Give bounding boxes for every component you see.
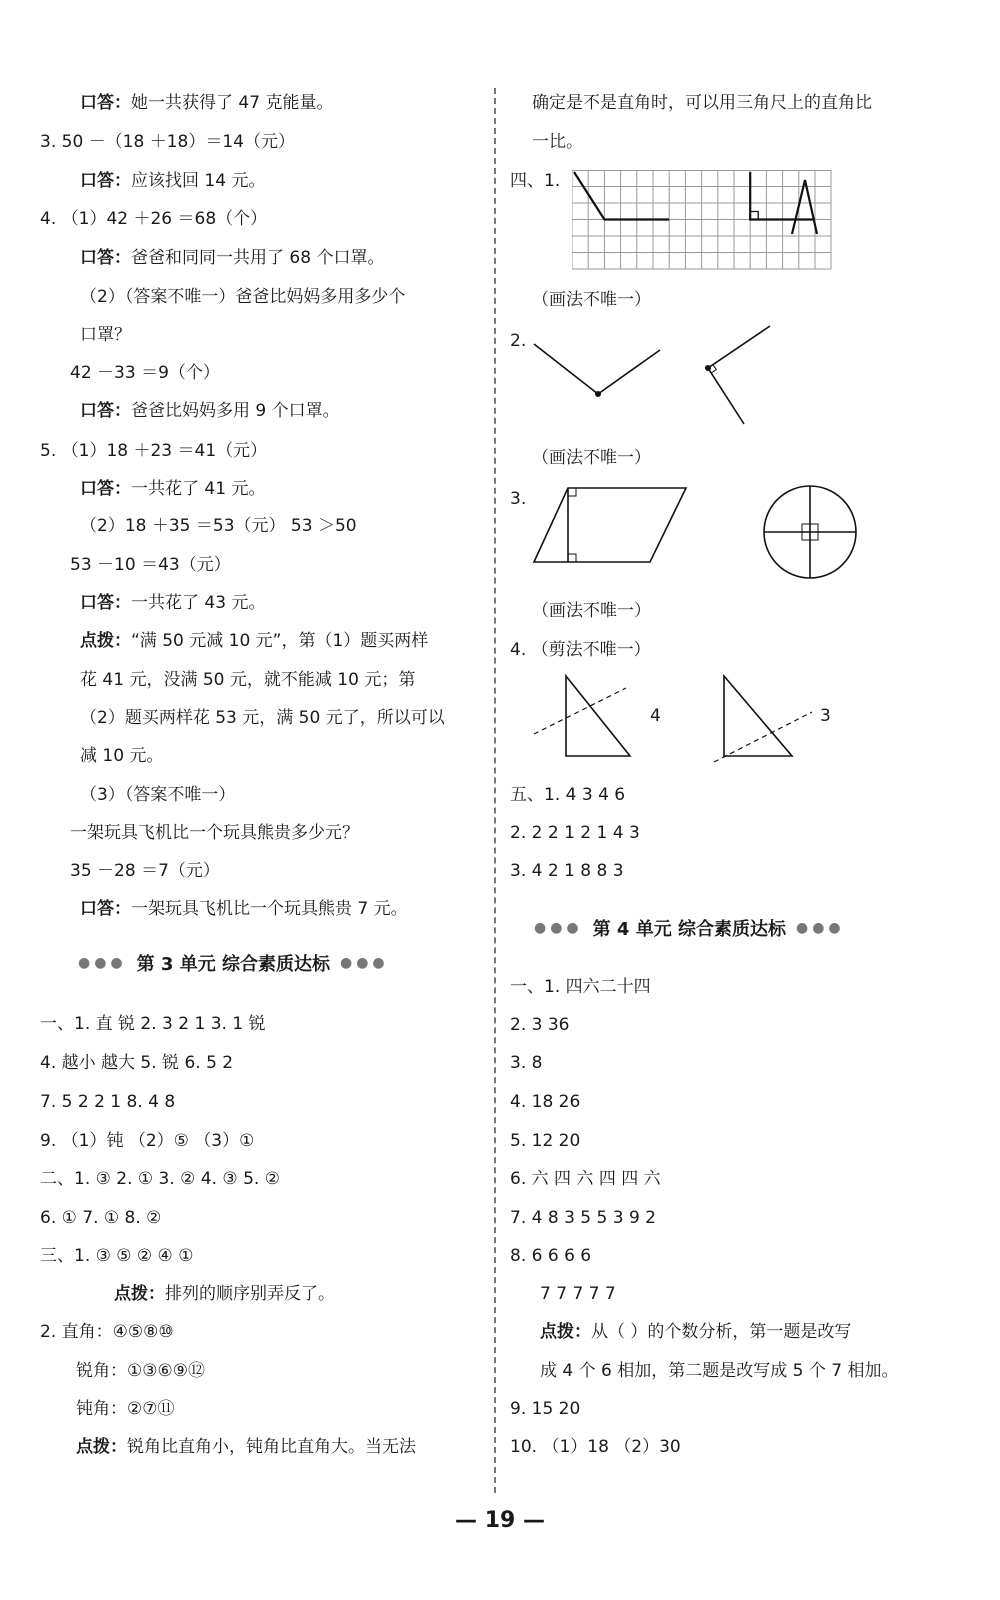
- angle-drawing-figure: [530, 320, 830, 430]
- text-line: 6. ① 7. ① 8. ②: [40, 1208, 162, 1228]
- text-line: 成 4 个 6 相加，第二题是改写成 5 个 7 相加。: [540, 1361, 899, 1381]
- text-line: 口答：一共花了 41 元。: [80, 479, 266, 499]
- text-line: 花 41 元，没满 50 元，就不能减 10 元；第: [80, 670, 416, 690]
- text-line: 点拨：从（ ）的个数分析，第一题是改写: [540, 1322, 852, 1342]
- text-line: 点拨：“满 50 元减 10 元”，第（1）题买两样: [80, 631, 429, 651]
- text-line: 5. 12 20: [510, 1131, 581, 1151]
- column-divider: [494, 88, 496, 1493]
- text-line: 三、1. ③ ⑤ ② ④ ①: [40, 1246, 194, 1266]
- text-line: 钝角：②⑦⑪: [76, 1399, 175, 1419]
- page-number: — 19 —: [455, 1508, 545, 1533]
- text-line: 4. （1）42 ＋26 ＝68（个）: [40, 209, 268, 229]
- text-line: 四、1.: [510, 171, 561, 191]
- text-line: （3）（答案不唯一）: [80, 785, 236, 805]
- text-line: 7. 4 8 3 5 5 3 9 2: [510, 1208, 656, 1228]
- text-line: 6. 六 四 六 四 四 六: [510, 1169, 661, 1189]
- text-line: 2. 直角：④⑤⑧⑩: [40, 1322, 174, 1342]
- parallelogram-circle-figure: [530, 480, 870, 585]
- text-line: 35 －28 ＝7（元）: [70, 861, 220, 881]
- text-line: 3. 8: [510, 1053, 543, 1073]
- text-line: 点拨：锐角比直角小，钝角比直角大。当无法: [76, 1437, 416, 1457]
- text-line: 点拨：排列的顺序别弄反了。: [114, 1284, 335, 1304]
- text-line: 5. （1）18 ＋23 ＝41（元）: [40, 441, 268, 461]
- text-line: （画法不唯一）: [532, 448, 651, 468]
- bullet-dots-icon: ●●●: [339, 955, 389, 971]
- text-line: 2. 2 2 1 2 1 4 3: [510, 823, 640, 843]
- triangle-cut-figure: [530, 668, 840, 768]
- text-line: 7 7 7 7 7: [540, 1284, 616, 1304]
- cut-count-label: 3: [820, 706, 831, 726]
- text-line: 4. 18 26: [510, 1092, 581, 1112]
- text-line: 减 10 元。: [80, 746, 164, 766]
- text-line: 口答：一共花了 43 元。: [80, 593, 266, 613]
- section-title-unit-4: [534, 915, 845, 941]
- grid-angle-figure: [572, 170, 832, 270]
- text-line: 口答：她一共获得了 47 克能量。: [80, 93, 334, 113]
- cut-count-label: 4: [650, 706, 661, 726]
- text-line: 一比。: [532, 132, 583, 152]
- text-line: 2.: [510, 331, 527, 351]
- text-line: 五、1. 4 3 4 6: [510, 785, 626, 805]
- text-line: （画法不唯一）: [532, 601, 651, 621]
- text-line: 口答：一架玩具飞机比一个玩具熊贵 7 元。: [80, 899, 408, 919]
- text-line: 42 －33 ＝9（个）: [70, 363, 220, 383]
- text-line: 口罩？: [80, 325, 131, 345]
- text-line: 7. 5 2 2 1 8. 4 8: [40, 1092, 176, 1112]
- text-line: 一架玩具飞机比一个玩具熊贵多少元？: [70, 823, 359, 843]
- text-line: （2）题买两样花 53 元，满 50 元了，所以可以: [80, 708, 445, 728]
- text-line: 锐角：①③⑥⑨⑫: [76, 1361, 205, 1381]
- bullet-dots-icon: ●●●: [795, 920, 845, 936]
- text-line: 2. 3 36: [510, 1015, 570, 1035]
- section-title-text: 第 4 单元 综合素质达标: [592, 919, 786, 940]
- bullet-dots-icon: ●●●: [78, 955, 127, 971]
- text-line: （画法不唯一）: [532, 290, 651, 310]
- text-line: 口答：爸爸比妈妈多用 9 个口罩。: [80, 401, 340, 421]
- text-line: 口答：应该找回 14 元。: [80, 171, 266, 191]
- text-line: 一、1. 四六二十四: [510, 977, 651, 997]
- text-line: 9. 15 20: [510, 1399, 581, 1419]
- section-title-unit-3: [78, 950, 389, 976]
- text-line: 口答：爸爸和同同一共用了 68 个口罩。: [80, 248, 385, 268]
- text-line: 二、1. ③ 2. ① 3. ② 4. ③ 5. ②: [40, 1169, 280, 1189]
- text-line: 4. 越小 越大 5. 锐 6. 5 2: [40, 1053, 234, 1073]
- text-line: 53 －10 ＝43（元）: [70, 555, 231, 575]
- text-line: 10. （1）18 （2）30: [510, 1437, 681, 1457]
- section-title-text: 第 3 单元 综合素质达标: [136, 954, 330, 975]
- text-line: 3.: [510, 489, 527, 509]
- text-line: 确定是不是直角时，可以用三角尺上的直角比: [532, 93, 872, 113]
- text-line: 8. 6 6 6 6: [510, 1246, 592, 1266]
- text-line: 3. 4 2 1 8 8 3: [510, 861, 624, 881]
- text-line: （2）（答案不唯一）爸爸比妈妈多用多少个: [80, 287, 406, 307]
- text-line: 3. 50 －（18 ＋18）＝14（元）: [40, 132, 295, 152]
- text-line: （2）18 ＋35 ＝53（元） 53 ＞50: [80, 516, 357, 536]
- text-line: 4. （剪法不唯一）: [510, 640, 651, 660]
- text-line: 一、1. 直 锐 2. 3 2 1 3. 1 锐: [40, 1014, 266, 1034]
- bullet-dots-icon: ●●●: [534, 920, 583, 936]
- text-line: 9. （1）钝 （2）⑤ （3）①: [40, 1131, 255, 1151]
